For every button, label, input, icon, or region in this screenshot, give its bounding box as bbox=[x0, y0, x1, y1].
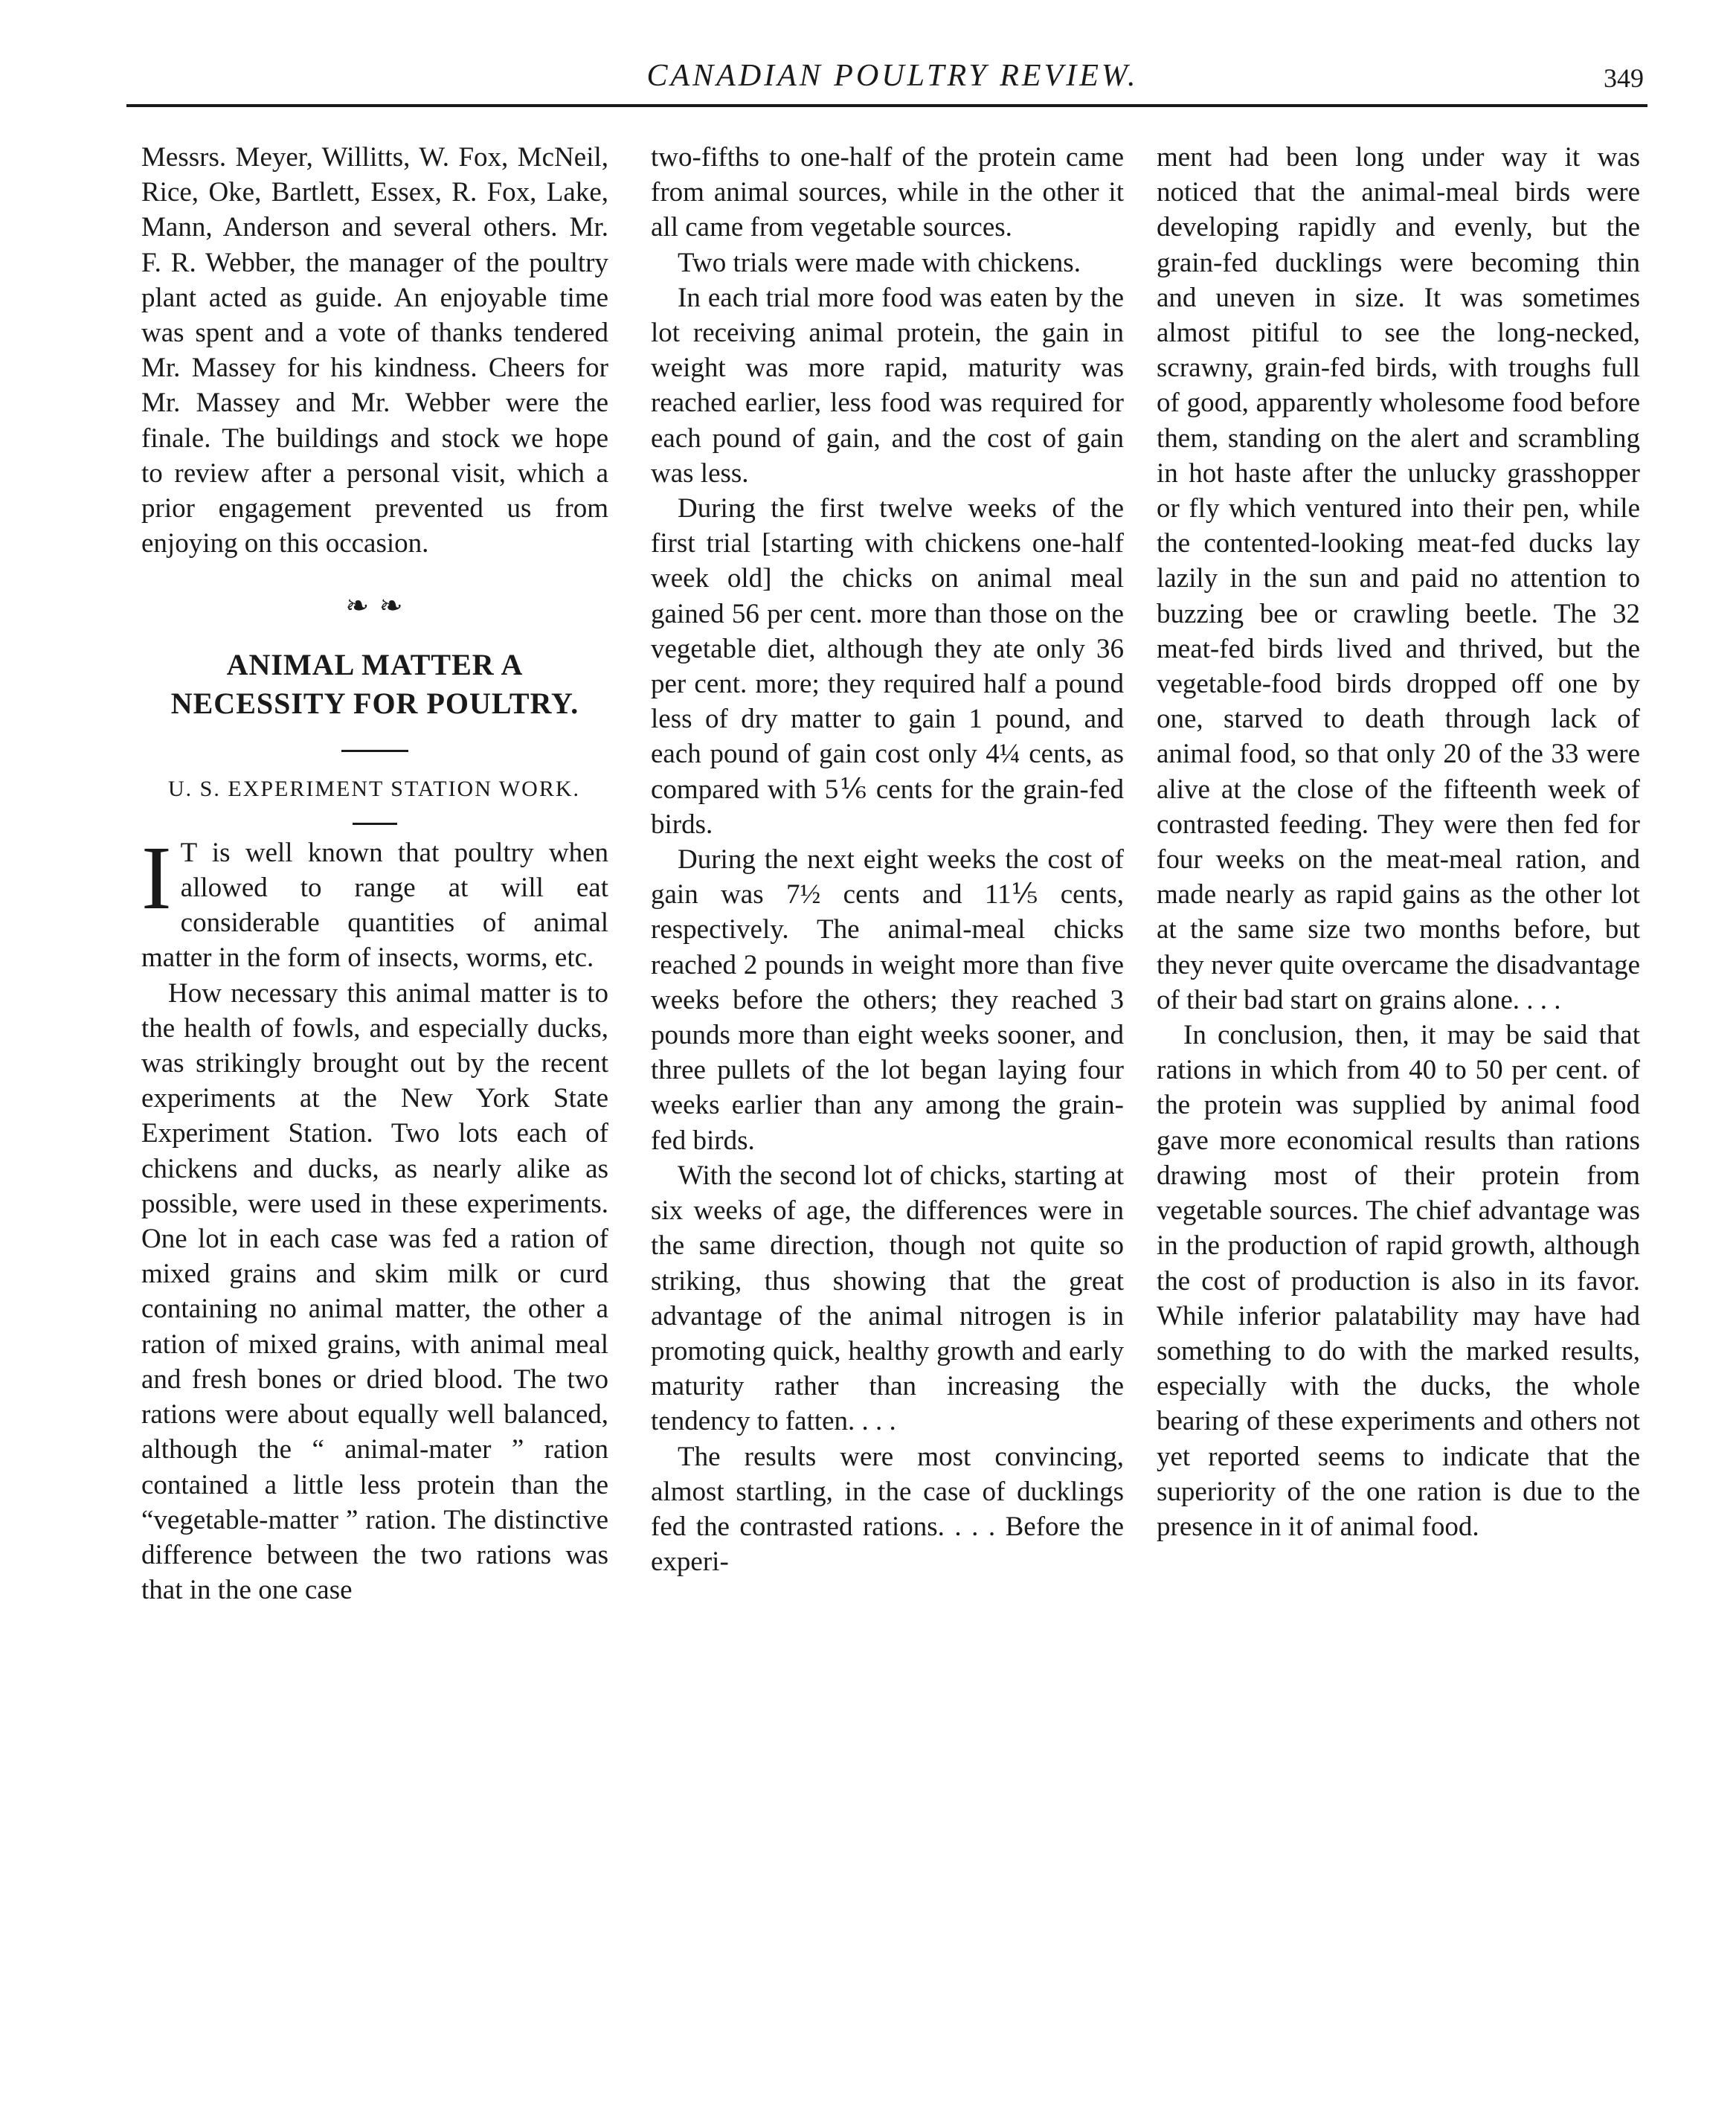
body-paragraph bbox=[141, 827, 608, 976]
paragraph-text: T is well known that poultry when allowed to range at will eat considerable quantities of animal matter in the form of insects, worms, etc. bbox=[141, 837, 608, 974]
column-2 bbox=[651, 140, 1124, 1579]
column-1 bbox=[141, 140, 608, 1607]
body-paragraph: During the next eight weeks the cost of gain was 7½ cents and 11⅕ cents, respectively. The animal-meal chicks reached 2 pounds in weight more than five weeks before the others; they reached 3 pounds more than eight weeks sooner, and three pullets of the lot began laying four weeks earlier than any among the grain-fed birds. bbox=[651, 844, 1124, 1156]
body-paragraph: The results were most convincing, almost startling, in the case of ducklings fed the contrasted rations. . . . Before the experi- bbox=[651, 1441, 1124, 1578]
column-3 bbox=[1157, 140, 1640, 1544]
body-paragraph: In each trial more food was eaten by the lot receiving animal protein, the gain in weight was more rapid, maturity was reached earlier, less food was required for each pound of gain, and the cost of gain was less. bbox=[651, 282, 1124, 489]
body-paragraph: With the second lot of chicks, starting at six weeks of age, the differences were in the same direction, though not quite so striking, thus showing that the great advantage of the animal nitrogen is in promoting quick, healthy growth and early maturity rather than increasing the tendency to fatten. . . . bbox=[651, 1160, 1124, 1437]
header-rule bbox=[126, 104, 1647, 107]
page-number: 349 bbox=[1604, 63, 1644, 93]
subtitle-rule bbox=[353, 823, 397, 825]
intro-paragraph: Messrs. Meyer, Willitts, W. Fox, McNeil, Rice, Oke, Bartlett, Essex, R. Fox, Lake, Mann, Anderson and several others. Mr. F. R. Webber, the manager of the poultry plant acted as guide. An enjoyable time was spent and a vote of thanks tendered Mr. Massey for his kindness. Cheers for Mr. Massey and Mr. Webber were the finale. The buildings and stock we hope to review after a personal visit, which a prior engagement prevented us from enjoying on this occasion. bbox=[141, 142, 608, 559]
title-rule bbox=[341, 750, 408, 752]
body-paragraph: How necessary this animal matter is to the health of fowls, and especially ducks, was strikingly brought out by the recent experiments at the New York State Experiment Station. Two lots each of chickens and ducks, as nearly alike as possible, were used in these experiments. One lot in each case was fed a ration of mixed grains and skim milk or curd containing no animal matter, the other a ration of mixed grains, with animal meal and fresh bones or dried blood. The two rations were about equally well balanced, although the “ animal-mater ” ration contained a little less protein than the “vegetable-matter ” ration. The distinctive difference between the two rations was that in the one case bbox=[141, 977, 608, 1606]
body-paragraph: two-fifths to one-half of the protein came from animal sources, while in the other it all came from vegetable sources. bbox=[651, 142, 1124, 243]
running-title: CANADIAN POULTRY REVIEW. bbox=[646, 59, 1139, 93]
section-ornament: ❧ ❧ bbox=[345, 591, 405, 623]
body-paragraph: During the first twelve weeks of the first trial [starting with chickens one-half week old] the chicks on animal meal gained 56 per cent. more than those on the vegetable diet, although they ate only 36 per cent. more; they required half a pound less of dry matter to gain 1 pound, and each pound of gain cost only 4¼ cents, as compared with 5⅙ cents for the grain-fed birds. bbox=[651, 493, 1124, 840]
body-paragraph: ment had been long under way it was noticed that the animal-meal birds were developing rapidly and evenly, but the grain-fed ducklings were becoming thin and uneven in size. It was sometimes almost pitiful to see the long-necked, scrawny, grain-fed birds, with troughs full of good, apparently wholesome food before them, standing on the alert and scrambling in hot haste after the unlucky grasshopper or fly which ventured into their pen, while the contented-looking meat-fed ducks lay lazily in the sun and paid no attention to buzzing bee or crawling beetle. The 32 meat-fed birds lived and thrived, but the vegetable-food birds dropped off one by one, starved to death through lack of animal food, so that only 20 of the 33 were alive at the close of the fifteenth week of contrasted feeding. They were then fed for four weeks on the meat-meal ration, and made nearly as rapid gains as the other lot at the same size two months before, but they never quite overcame the disadvantage of their bad start on grains alone. . . . bbox=[1157, 142, 1640, 1015]
page-header bbox=[126, 58, 1659, 103]
drop-cap: I bbox=[141, 827, 172, 928]
body-paragraph: In conclusion, then, it may be said that rations in which from 40 to 50 per cent. of the protein was supplied by animal food gave more economical results than rations drawing most of their protein from vegetable sources. The chief advantage was in the production of rapid growth, although the cost of production is also in its favor. While inferior palatability may have had something to do with the marked results, especially with the ducks, the whole bearing of these experiments and others not yet reported seems to indicate that the superiority of the one ration is due to the presence in it of animal food. bbox=[1157, 1020, 1640, 1542]
body-paragraph: Two trials were made with chickens. bbox=[678, 247, 1081, 278]
article-title: ANIMAL MATTER A NECESSITY FOR POULTRY. bbox=[170, 647, 579, 720]
article-subtitle: U. S. EXPERIMENT STATION WORK. bbox=[168, 776, 581, 801]
